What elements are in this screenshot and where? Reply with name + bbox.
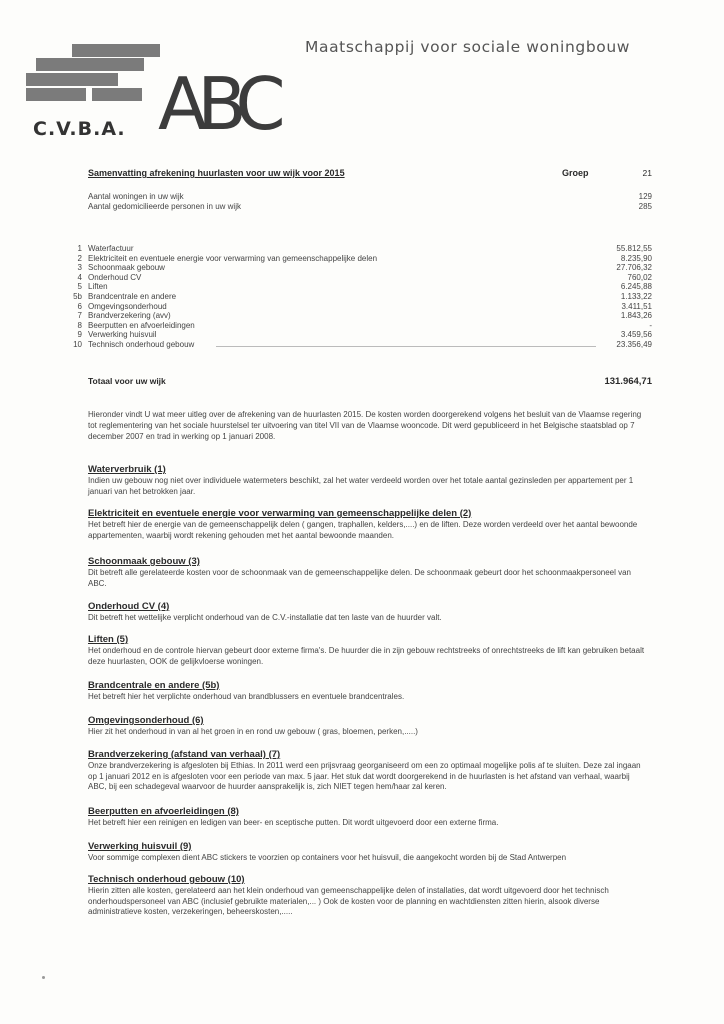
section-waste <box>88 841 648 864</box>
section-heading: Schoonmaak gebouw (3) <box>88 556 200 567</box>
cost-label: Omgevingsonderhoud <box>88 301 167 311</box>
cost-label: Waterfactuur <box>88 244 134 253</box>
section-text: Dit betreft het wettelijke verplicht onderhoud van de C.V.-installatie dat ten laste van de huurder valt. <box>88 613 442 622</box>
cost-number: 4 <box>77 272 82 282</box>
logo-subtitle: C.V.B.A. <box>33 118 126 140</box>
cost-label: Brandverzekering (avv) <box>88 311 171 321</box>
cost-row <box>56 282 652 292</box>
group-value: 21 <box>642 168 652 178</box>
stat-label: Aantal woningen in uw wijk <box>88 192 184 201</box>
cost-amount: 23.356,49 <box>616 339 652 349</box>
section-text: Het betreft hier de energie van de gemeenschappelijk delen ( gangen, traphallen, kelders,....) en de liften. Deze worden verdeeld over het aantal bewoonde appartementen, waarbij wordt rekening gehouden met het aantal bewoonde maanden. <box>88 520 638 540</box>
cost-amount: 55.812,55 <box>616 244 652 253</box>
stat-label: Aantal gedomicilieerde personen in uw wijk <box>88 202 241 211</box>
stat-row-dwellings <box>88 192 652 201</box>
section-heading: Onderhoud CV (4) <box>88 601 170 612</box>
cost-amount: 6.245,88 <box>620 282 652 292</box>
organization-name: Maatschappij voor sociale woningbouw <box>305 38 631 56</box>
stat-value: 285 <box>638 202 652 211</box>
cost-amount: 3.459,56 <box>620 330 652 340</box>
section-water <box>88 464 648 497</box>
cost-number: 1 <box>77 244 82 253</box>
logo-letters: ABC <box>158 62 276 146</box>
section-fire-insurance <box>88 749 648 793</box>
section-technical-maintenance <box>88 874 648 918</box>
section-text: Dit betreft alle gerelateerde kosten voor de schoonmaak van de gemeenschappelijke delen. De schoonmaak gebeurt door het schoonmaakpersoneel van ABC. <box>88 568 632 588</box>
cost-row <box>56 330 652 340</box>
cost-row <box>56 273 652 283</box>
section-heading: Omgevingsonderhoud (6) <box>88 715 204 726</box>
cost-amount: 3.411,51 <box>621 301 652 311</box>
cost-number: 9 <box>77 330 82 340</box>
cost-number: 2 <box>77 253 82 263</box>
section-heading: Beerputten en afvoerleidingen (8) <box>88 806 239 817</box>
cost-label: Liften <box>88 282 108 292</box>
cost-amount: 8.235,90 <box>620 253 652 263</box>
cost-number: 6 <box>77 301 82 311</box>
cost-row <box>56 263 652 273</box>
cost-row <box>56 244 652 254</box>
cost-label: Elektriciteit en eventuele energie voor verwarming van gemeenschappelijke delen <box>88 253 378 263</box>
section-text: Voor sommige complexen dient ABC stickers te voorzien op containers voor het huisvuil, die aangekocht worden bij de Stad Antwerpen <box>88 853 567 862</box>
section-heading: Waterverbruik (1) <box>88 464 166 475</box>
cost-amount: 27.706,32 <box>616 263 652 273</box>
section-text: Het betreft hier het verplichte onderhoud van brandblussers en eventuele brandcentrales. <box>88 692 405 701</box>
section-grounds <box>88 715 648 738</box>
total-label: Totaal voor uw wijk <box>88 376 166 386</box>
section-text: Het betreft hier een reinigen en ledigen van beer- en sceptische putten. Dit wordt uitgevoerd door een externe firma. <box>88 818 499 827</box>
section-text: Onze brandverzekering is afgesloten bij Ethias. In 2011 werd een prijsvraag georganiseerd om een zo optimaal mogelijke polis af te sluiten. Deze zal ingaan op 1 januari 2012 en is afgesloten voor een periode van max. 5 jaar. Het stuk dat wordt doorgerekend in de huurlasten is het afstand van verhaal, waarbij ABC, bij een schadegeval waarvoor de huurder aansprakelijk is, zich NIET tegen hem/haar zal keren. <box>88 761 641 791</box>
stat-row-persons <box>88 202 652 211</box>
section-fire-central <box>88 680 648 703</box>
stat-value: 129 <box>638 192 652 201</box>
cost-row <box>56 302 652 312</box>
cost-label: Verwerking huisvuil <box>88 330 157 340</box>
section-cleaning <box>88 556 648 589</box>
section-text: Indien uw gebouw nog niet over individuele watermeters beschikt, zal het water verdeeld worden over het totale aantal gezinsleden per appartement per 1 januari van het betrokken jaar. <box>88 476 634 496</box>
section-heading: Liften (5) <box>88 634 129 645</box>
cost-label: Beerputten en afvoerleidingen <box>88 320 195 330</box>
cost-label: Schoonmaak gebouw <box>88 263 165 273</box>
section-cesspits <box>88 806 648 829</box>
cost-amount: 1.843,26 <box>620 311 652 321</box>
section-heading: Verwerking huisvuil (9) <box>88 841 192 852</box>
total-row <box>88 376 652 386</box>
section-heading: Technisch onderhoud gebouw (10) <box>88 874 245 885</box>
cost-row <box>56 321 652 331</box>
cost-row <box>56 254 652 264</box>
section-electricity <box>88 508 648 541</box>
cost-label: Onderhoud CV <box>88 272 142 282</box>
section-text: Het onderhoud en de controle hiervan gebeurt door externe firma's. De huurder die in zijn gebouw rechtstreeks of onrechtstreeks de lift kan gebruiken betaalt deze huurlasten, OOK de gelijkvloerse woningen. <box>88 646 645 666</box>
cost-label: Brandcentrale en andere <box>88 291 177 301</box>
section-text: Hier zit het onderhoud in van al het groen in en rond uw gebouw ( gras, bloemen, perken,.....) <box>88 727 418 736</box>
intro-paragraph: Hieronder vindt U wat meer uitleg over de afrekening van de huurlasten 2015. De kosten worden doorgerekend volgens het besluit van de Vlaamse regering tot reglementering van het sociale huurstelsel ter uitvoering van titel VII van de Vlaamse wooncode. Dit werd gepubliceerd in het Belgische staatsblad op 7 december 2007 en trad in werking op 1 januari 2008. <box>88 410 642 441</box>
company-logo <box>26 40 276 160</box>
cost-number: 5b <box>73 291 82 301</box>
cost-row <box>56 311 652 321</box>
section-text: Hierin zitten alle kosten, gerelateerd aan het klein onderhoud van gemeenschappelijke delen of installaties, dat wordt uitgevoerd door het technisch onderhoudspersoneel van ABC (inclusief gebruikte materialen,... ) Ook de kosten voor de planning en wachtdiensten zitten hierin, alsook diverse administratieve kosten, verzekeringen, beheerskosten,..... <box>88 886 609 916</box>
section-elevators <box>88 634 648 667</box>
cost-number: 10 <box>73 339 82 349</box>
scan-speck <box>42 976 45 979</box>
cost-row <box>56 340 652 350</box>
section-cv-maintenance <box>88 601 648 624</box>
cost-row <box>56 292 652 302</box>
section-heading: Brandcentrale en andere (5b) <box>88 680 220 691</box>
cost-number: 7 <box>77 311 82 321</box>
section-heading: Elektriciteit en eventuele energie voor verwarming van gemeenschappelijke delen (2) <box>88 508 472 519</box>
summary-title: Samenvatting afrekening huurlasten voor uw wijk voor 2015 <box>88 168 345 178</box>
cost-number: 8 <box>77 320 82 330</box>
cost-amount: - <box>649 320 652 330</box>
cost-label: Technisch onderhoud gebouw <box>88 339 195 349</box>
cost-amount: 760,02 <box>627 272 652 282</box>
group-label: Groep <box>562 168 589 178</box>
cost-list <box>56 244 652 350</box>
total-amount: 131.964,71 <box>604 376 652 387</box>
cost-number: 5 <box>77 282 82 292</box>
cost-number: 3 <box>77 263 82 273</box>
section-heading: Brandverzekering (afstand van verhaal) (7) <box>88 749 281 760</box>
cost-amount: 1.133,22 <box>620 291 652 301</box>
